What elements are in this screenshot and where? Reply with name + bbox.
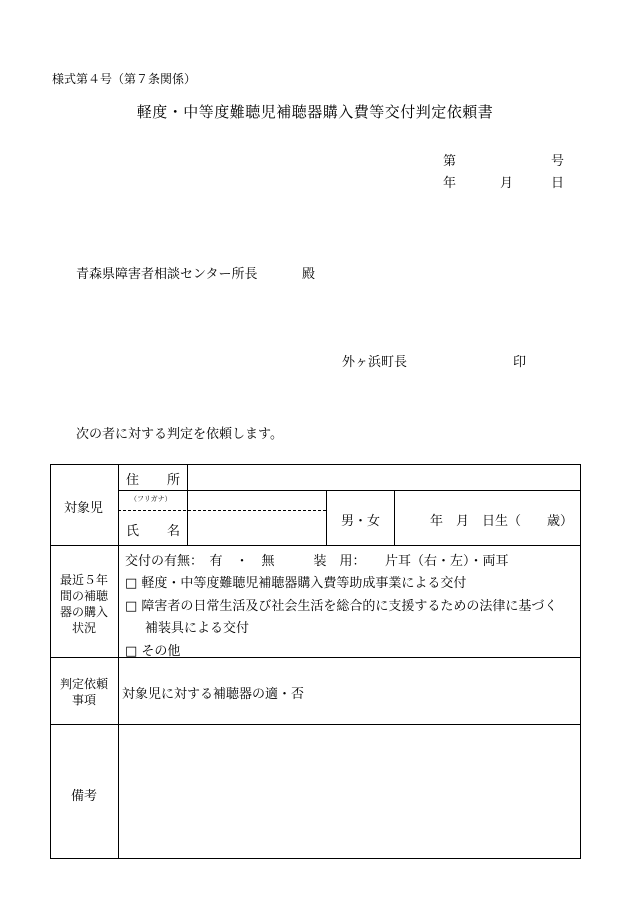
request-item-label xyxy=(50,676,118,708)
address-label-2: 所 xyxy=(167,473,181,488)
seal-mark: 印 xyxy=(513,355,527,370)
history-label-line: 状況 xyxy=(71,621,96,635)
date-year: 年 xyxy=(443,176,457,191)
remarks-field[interactable] xyxy=(122,730,574,852)
request-item-label-line: 判定依頼 xyxy=(59,677,108,691)
history-option-other[interactable]: □ その他 xyxy=(125,644,181,659)
name-field[interactable] xyxy=(190,514,322,542)
recipient-honorific: 殿 xyxy=(302,267,316,282)
sender-name: 外ヶ浜町長 xyxy=(342,355,408,370)
subject-label: 対象児 xyxy=(64,501,104,516)
date-month: 月 xyxy=(500,176,514,191)
document-title: 軽度・中等度難聴児補聴器購入費等交付判定依頼書 xyxy=(136,103,494,121)
gender-selector[interactable]: 男・女 xyxy=(341,514,381,529)
address-label-1: 住 xyxy=(126,473,140,488)
history-label-line: 間の補聴 xyxy=(59,589,108,603)
name-label-2: 名 xyxy=(167,524,181,539)
issuance-status[interactable]: 交付の有無： 有 ・ 無 装 用： 片耳（右・左）・両耳 xyxy=(125,554,509,569)
address-field[interactable] xyxy=(190,469,575,487)
history-label-line: 器の購入 xyxy=(59,605,108,619)
recipient: 青森県障害者相談センター所長 xyxy=(76,267,258,282)
history-option-support-law[interactable]: □ 障害者の日常生活及び社会生活を総合的に支援するための法律に基づく xyxy=(125,599,558,614)
history-option-subsidy[interactable]: □ 軽度・中等度難聴児補聴器購入費等助成事業による交付 xyxy=(125,576,467,591)
name-label-1: 氏 xyxy=(126,524,140,539)
history-label xyxy=(50,572,118,636)
history-option-support-law-cont: 補装具による交付 xyxy=(145,621,250,636)
number-prefix: 第 xyxy=(443,154,457,169)
birth-date-field[interactable]: 年 月 日生（ 歳） xyxy=(430,514,574,529)
request-text: 次の者に対する判定を依頼します。 xyxy=(76,427,283,442)
date-day: 日 xyxy=(551,176,565,191)
form-number: 様式第４号（第７条関係） xyxy=(52,72,197,86)
furigana-label: （フリガナ） xyxy=(130,495,172,503)
remarks-label: 備考 xyxy=(71,789,98,804)
history-label-line: 最近５年 xyxy=(59,573,108,587)
request-item-value: 対象児に対する補聴器の適・否 xyxy=(122,687,305,702)
number-suffix: 号 xyxy=(551,154,565,169)
request-item-label-line: 事項 xyxy=(71,693,96,707)
